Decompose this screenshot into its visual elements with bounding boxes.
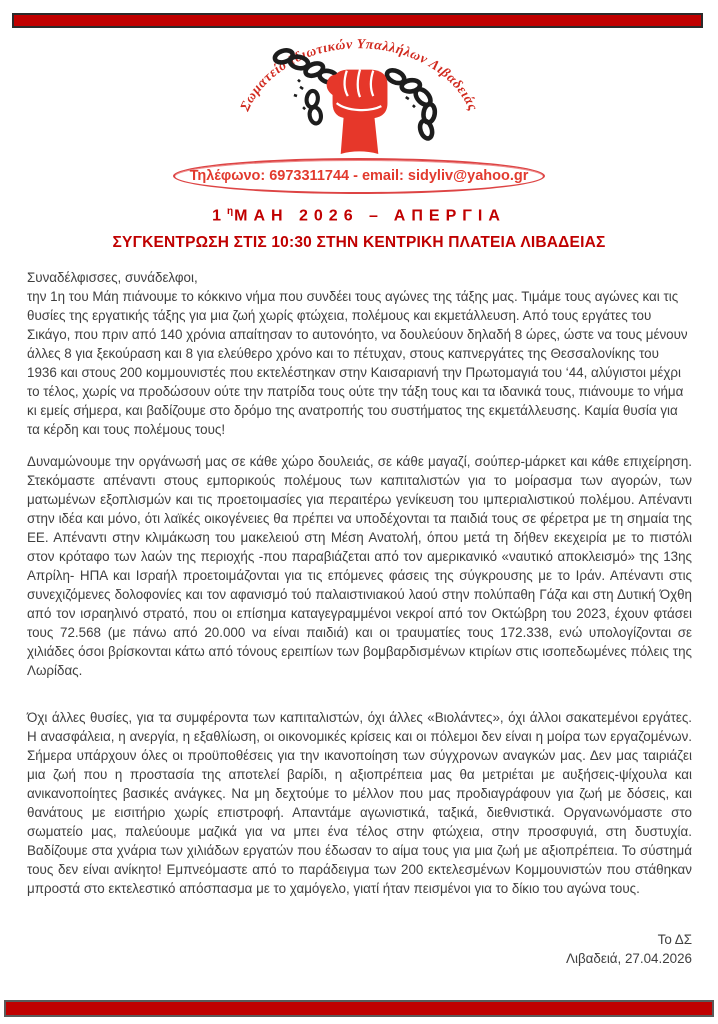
heading-prefix: 1 [212, 207, 228, 225]
leaflet-body [0, 268, 718, 968]
heading-rest: ΜΑΗ 2026 – ΑΠΕΡΓΙΑ [234, 207, 506, 225]
paragraph-3: Όχι άλλες θυσίες, για τα συμφέροντα των καπιταλιστών, όχι άλλες «Βιολάντες», όχι άλλοι σακατεμένοι εργάτες. Η ανασφάλεια, η ανεργία, η εξαθλίωση, οι οικονομικές κρίσεις και οι πόλεμοι δεν είναι η μοίρα των εργαζομένων. Σήμερα υπάρχουν όλες οι προϋποθέσεις για την ικανοποίηση των σύγχρονων αναγκών μας. Δεν μας ταιριάζει μια ζωή που η προστασία της αποτελεί βαρίδι, η αξιοπρέπεια μας θα μετριέται με αυξήσεις-ψίχουλα και ανικανοποίητες βασικές ανάγκες. Να μη δεχτούμε το μέλλον που μας προδιαγράφουν για ζωή με δόσεις, και θανάτους με εισιτήριο χωρίς επιστροφή. Απαντάμε αγωνιστικά, ταξικά, διεθνιστικά. Οργανωνόμαστε στο σωματείο μας, παλεύουμε μαζικά για να μπει ένα τέλος στην φτώχεια, στην προσφυγιά, στη δυστυχία. Βαδίζουμε στα χνάρια των χιλιάδων εργατών που έδωσαν το αίμα τους για μια ζωή με αξιοπρέπεια. Το σύστημά τους δεν είναι ανίκητο! Εμπνεόμαστε από το παράδειγμα των 200 εκτελεσμένων Κομμουνιστών που στάθηκαν μπροστά στο εκτελεστικό απόσπασμα με το χαμόγελο, γιατί ήταν πεισμένοι για το δίκιο του αγώνα τους. [27, 710, 692, 897]
signature-line1: Το ΔΣ [657, 932, 692, 948]
fist-icon [327, 70, 388, 154]
signature-line2: Λιβαδειά, 27.04.2026 [566, 951, 692, 967]
fist-chain-logo-icon [225, 34, 493, 156]
heading-superscript: η [227, 206, 235, 217]
paragraph-1: την 1η του Μάη πιάνουμε το κόκκινο νήμα που συνδέει τους αγώνες της τάξης μας. Τιμάμε τους αγώνες και τις θυσίες της εργατικής τάξης για μια ζωή χωρίς φτώχεια, πολέμους και εκμετάλλευση. Από τους εργάτες του Σικάγο, που πριν από 140 χρόνια απαίτησαν το αυτονόητο, να δουλεύουν δηλαδή 8 ώρες, ώστε να τους μένουν άλλες 8 για ξεκούραση και 8 για ελεύθερο χρόνο και το πέτυχαν, στους καπνεργάτες της Θεσσαλονίκης του 1936 και στους 200 κομμουνιστές που εκτελέστηκαν στην Καισαριανή την Πρωτομαγιά του ‘44, αλύγιστοι μέχρι το τέλος, χωρίς να προδώσουν ούτε την πατρίδα τους ούτε την τάξη τους και τα ιδανικά τους, πιάνουμε το νήμα κι εμείς σήμερα, και βαδίζουμε στο δρόμο της ανατροπής του συστήματος της εκμετάλλευσης. Καμία θυσία για τα κέρδη και τους πολέμους τους! [27, 289, 688, 438]
main-heading [0, 206, 718, 225]
broken-chain-icon [294, 80, 322, 125]
salutation: Συναδέλφισσες, συνάδελφοι, [27, 270, 198, 286]
subtitle-heading: ΣΥΓΚΕΝΤΡΩΣΗ ΣΤΙΣ 10:30 ΣΤΗΝ ΚΕΝΤΡΙΚΗ ΠΛΑΤΕΙΑ ΛΙΒΑΔΕΙΑΣ [112, 234, 606, 252]
logo-arc-text: Σωματείο Ιδιωτικών Υπαλλήλων Λιβαδειάς [236, 36, 482, 114]
contact-oval [173, 158, 545, 194]
top-border-bar [12, 13, 703, 28]
paragraph-2: Δυναμώνουμε την οργάνωσή μας σε κάθε χώρο δουλειάς, σε κάθε μαγαζί, σούπερ-μάρκετ και κάθε επιχείρηση. Στεκόμαστε απέναντι στους εμπορικούς πολέμους των καπιταλιστών για το μοίρασμα των αγορών, των ματωμένων εξοπλισμών και τις προετοιμασίες για περαιτέρω γενίκευση του ιμπεριαλιστικού πολέμου. Απέναντι στην ιδέα και μόνο, ότι λαϊκές οικογένειες θα πρέπει να υποδέχονται τα παιδιά τους σε φέρετρα με τη σημαία της ΕΕ. Απέναντι στην κλιμάκωση του μακελειού στη Μέση Ανατολή, όπου μετά τη δήθεν εκεχειρία με το πιστόλι στον κρόταφο των λαών της περιοχής -που παραβιάζεται από τον αμερικανικό «ναυτικό αποκλεισμό» της 13ης Απρίλη- ΗΠΑ και Ισραήλ προετοιμάζονται για τις επόμενες φάσεις της σύγκρουσης με το Ιράν. Απέναντι στις συνεχιζόμενες δολοφονίες και τον αφανισμό τού παλαιστινιακού λαού στην πολύπαθη Γάζα και στη Δυτική Όχθη από τον ισραηλινό στρατό, που οι επίσημα καταγεγραμμένοι νεκροί από τον Οκτώβρη του 2023, έχουν φτάσει τους 72.568 (με πάνω από 20.000 να είναι παιδιά) και οι τραυματίες τους 172.338, ενώ υπολογίζονται σε χιλιάδες όσοι βρίσκονται κάτω από τόνους ερειπίων των βομβαρδισμένων κτιρίων στις ισοπεδωμένες πόλεις της Λωρίδας. [27, 454, 692, 679]
union-logo [0, 34, 718, 156]
bottom-border-bar [4, 1000, 714, 1017]
contact-line: Τηλέφωνο: 6973311744 - email: sidyliv@yahoo.gr [189, 168, 529, 184]
chain-right-icon [385, 68, 436, 140]
signature-block [27, 930, 692, 968]
